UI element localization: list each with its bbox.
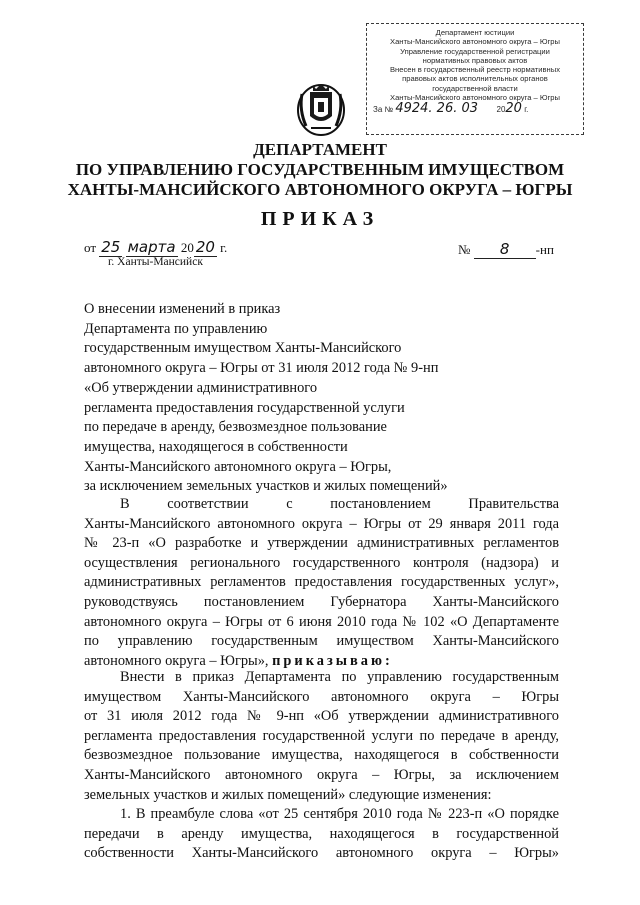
- paragraph-line: Ханты-Мансийского автономного округа – Югры, за исключением: [84, 766, 559, 783]
- date-year-prefix: 20: [180, 240, 194, 255]
- paragraph-line: собственности Ханты-Мансийского автономного округа – Югры»: [84, 845, 559, 862]
- subject-line: имущества, находящегося в собственности: [84, 438, 348, 455]
- paragraph-line: регламента предоставления государственной услуги по передаче в аренду,: [84, 727, 559, 744]
- paragraph-line: Ханты-Мансийского автономного округа – Югры от 29 января 2011 года: [84, 515, 559, 532]
- stamp-line: Внесен в государственный реестр нормативных: [389, 65, 561, 75]
- paragraph-line: имуществом Ханты-Мансийского автономного округа – Югры: [84, 688, 559, 705]
- document-subject: [84, 300, 504, 497]
- subject-line: Ханты-Мансийского автономного округа – Югры,: [84, 458, 392, 475]
- date-month: марта: [127, 238, 176, 256]
- paragraph-line: автономного округа – Югры»,: [84, 652, 269, 669]
- paragraph-line: по управлению государственным имуществом Ханты-Мансийского: [84, 633, 559, 650]
- stamp-line: правовых актов исполнительных органов: [402, 74, 548, 84]
- subject-line: по передаче в аренду, безвозмездное пользование: [84, 419, 387, 436]
- document-city: г. Ханты-Мансийск: [108, 256, 203, 268]
- preamble-paragraph: [84, 495, 559, 671]
- subject-line: автономного округа – Югры от 31 июля 2012 года № 9-нп: [84, 360, 439, 377]
- stamp-line: Управление государственной регистрации: [400, 46, 550, 56]
- document-date: [84, 238, 227, 256]
- paragraph-line: автономного округа – Югры от 6 июня 2010 года № 102 «О Департаменте: [84, 613, 559, 630]
- order-paragraph: [84, 668, 559, 864]
- stamp-registration-line: [373, 101, 577, 117]
- number-prefix: №: [458, 242, 471, 257]
- department-region: ХАНТЫ-МАНСИЙСКОГО АВТОНОМНОГО ОКРУГА – ЮГРЫ: [67, 180, 573, 199]
- subject-line: «Об утверждении административного: [84, 379, 318, 396]
- number-value: 8: [474, 240, 536, 259]
- paragraph-line: осуществления регионального государственного контроля (надзора) и: [84, 554, 559, 571]
- stamp-line: Ханты-Мансийского автономного округа – Югры: [390, 93, 560, 103]
- department-title: ДЕПАРТАМЕНТ: [253, 140, 387, 159]
- paragraph-line: руководствуясь постановлением Губернатора Ханты-Мансийского: [84, 593, 559, 610]
- stamp-line: государственной власти: [432, 83, 518, 93]
- stamp-line: нормативных правовых актов: [422, 55, 528, 65]
- document-type-title: ПРИКАЗ: [260, 208, 380, 230]
- stamp-reg-suffix: г.: [524, 105, 529, 115]
- subject-line: регламента предоставления государственной услуги: [84, 399, 405, 416]
- paragraph-line: безвозмездное пользование имущества, находящегося в собственности: [84, 747, 559, 764]
- paragraph-line: В соответствии с постановлением Правительства: [120, 496, 559, 512]
- paragraph-line: от 31 июля 2012 года № 9-нп «Об утверждении административного: [84, 708, 559, 725]
- stamp-reg-number: 4924. 26. 03: [395, 101, 479, 117]
- stamp-line: Ханты-Мансийского автономного округа – Югры: [390, 37, 560, 47]
- order-word: приказываю:: [272, 652, 393, 669]
- stamp-reg-prefix: За №: [373, 105, 394, 115]
- paragraph-line: административных регламентов предоставления государственных услуг»,: [84, 574, 559, 591]
- department-subtitle: ПО УПРАВЛЕНИЮ ГОСУДАРСТВЕННЫМ ИМУЩЕСТВОМ: [75, 160, 565, 179]
- subject-line: О внесении изменений в приказ: [84, 301, 281, 317]
- subject-line: за исключением земельных участков и жилых помещений»: [84, 478, 448, 495]
- stamp-line: Департамент юстиции: [435, 28, 515, 37]
- document-number: [458, 240, 554, 259]
- stamp-reg-year-prefix: 20: [496, 105, 506, 115]
- coat-of-arms-icon: [296, 80, 346, 136]
- paragraph-line: Внести в приказ Департамента по управлению государственным: [120, 669, 559, 685]
- date-year: 20: [195, 238, 215, 256]
- number-suffix: -нп: [535, 242, 554, 257]
- subject-line: государственным имуществом Ханты-Мансийского: [84, 340, 402, 357]
- stamp-reg-year: 20: [505, 101, 522, 117]
- date-day: 25: [101, 238, 121, 256]
- paragraph-line: 1. В преамбуле слова «от 25 сентября 2010 года № 223-п «О порядке: [120, 806, 559, 823]
- subject-line: Департамента по управлению: [84, 320, 268, 337]
- paragraph-line: передачи в аренду имущества, находящегося в государственной: [84, 825, 559, 842]
- date-prefix: от: [84, 240, 97, 255]
- paragraph-line: земельных участков и жилых помещений» следующие изменения:: [84, 786, 492, 803]
- date-suffix: г.: [220, 240, 228, 255]
- paragraph-line: № 23-п «О разработке и утверждении административных регламентов: [84, 535, 559, 552]
- registration-stamp: [366, 23, 584, 135]
